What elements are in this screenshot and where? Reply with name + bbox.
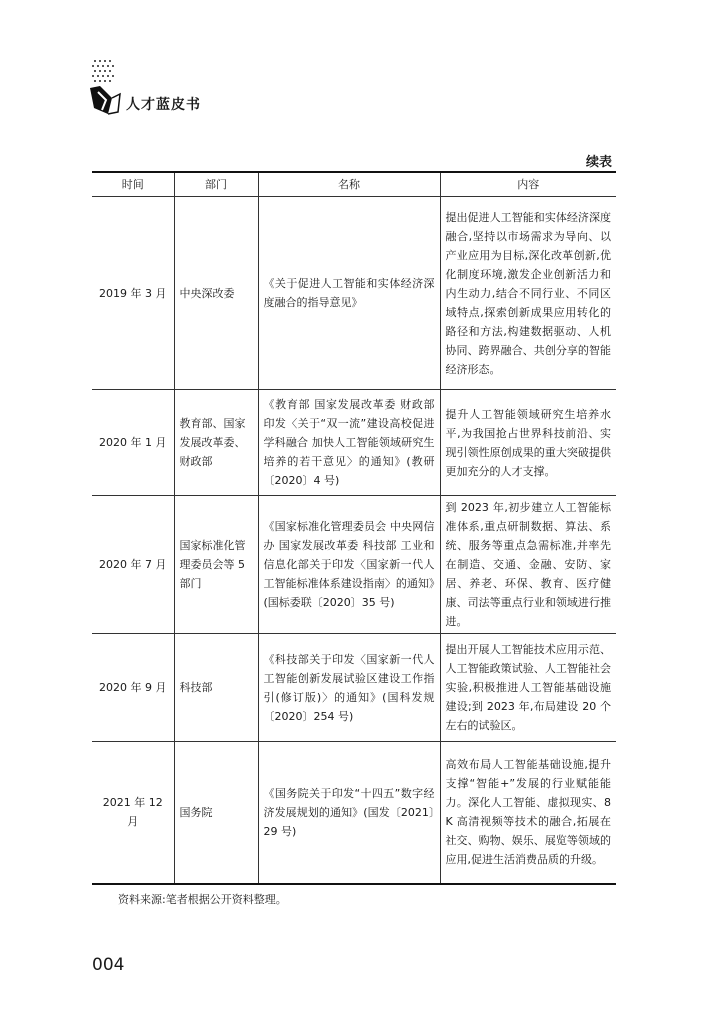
table-row: [92, 390, 616, 496]
table-row: [92, 197, 616, 390]
row-department: 国家标准化管理委员会等 5 部门: [174, 496, 258, 634]
table-row: [92, 742, 616, 884]
row-time: 2021 年 12 月: [92, 742, 174, 884]
table-source-note: 资料来源:笔者根据公开资料整理。: [118, 893, 287, 906]
row-content: 提升人工智能领域研究生培养水平,为我国抢占世界科技前沿、实现引领性原创成果的重大突破提供更加充分的人才支撑。: [440, 390, 616, 496]
column-header-department: 部门: [174, 172, 258, 197]
page-number: 004: [92, 955, 125, 975]
row-name: 《关于促进人工智能和实体经济深度融合的指导意见》: [258, 197, 440, 390]
column-header-name: 名称: [258, 172, 440, 197]
row-time: 2020 年 7 月: [92, 496, 174, 634]
table-row: [92, 634, 616, 742]
row-department: 国务院: [174, 742, 258, 884]
row-content: 高效布局人工智能基础设施,提升支撑“智能+”发展的行业赋能能力。深化人工智能、虚拟现实、8K 高清视频等技术的融合,拓展在社交、购物、娱乐、展览等领域的应用,促进生活消费品质的升级。: [440, 742, 616, 884]
row-time: 2019 年 3 月: [92, 197, 174, 390]
row-content: 到 2023 年,初步建立人工智能标准体系,重点研制数据、算法、系统、服务等重点急需标准,并率先在制造、交通、金融、安防、家居、养老、环保、教育、医疗健康、司法等重点行业和领域进行推进。: [440, 496, 616, 634]
row-department: 中央深改委: [174, 197, 258, 390]
row-name: 《教育部 国家发展改革委 财政部印发〈关于“双一流”建设高校促进学科融合 加快人工智能领域研究生培养的若干意见〉的通知》(教研〔2020〕4 号): [258, 390, 440, 496]
row-department: 科技部: [174, 634, 258, 742]
column-header-content: 内容: [440, 172, 616, 197]
row-department: 教育部、国家发展改革委、财政部: [174, 390, 258, 496]
row-name: 《科技部关于印发〈国家新一代人工智能创新发展试验区建设工作指引(修订版)〉的通知》(国科发规〔2020〕254 号): [258, 634, 440, 742]
policy-table: [92, 171, 616, 885]
row-time: 2020 年 9 月: [92, 634, 174, 742]
series-logo-icon: [88, 84, 122, 116]
row-time: 2020 年 1 月: [92, 390, 174, 496]
series-logo-dots: [92, 60, 114, 82]
table-header-row: [92, 172, 616, 197]
row-name: 《国务院关于印发“十四五”数字经济发展规划的通知》(国发〔2021〕29 号): [258, 742, 440, 884]
row-content: 提出开展人工智能技术应用示范、人工智能政策试验、人工智能社会实验,积极推进人工智能基础设施建设;到 2023 年,布局建设 20 个左右的试验区。: [440, 634, 616, 742]
series-name: 人才蓝皮书: [126, 97, 201, 113]
row-content: 提出促进人工智能和实体经济深度融合,坚持以市场需求为导向、以产业应用为目标,深化改革创新,优化制度环境,激发企业创新活力和内生动力,结合不同行业、不同区域特点,探索创新成果应用转化的路径和方法,构建数据驱动、人机协同、跨界融合、共创分享的智能经济形态。: [440, 197, 616, 390]
row-name: 《国家标准化管理委员会 中央网信办 国家发展改革委 科技部 工业和信息化部关于印发〈国家新一代人工智能标准体系建设指南〉的通知》(国标委联〔2020〕35 号): [258, 496, 440, 634]
column-header-time: 时间: [92, 172, 174, 197]
table-row: [92, 496, 616, 634]
table-continued-label: 续表: [585, 155, 612, 170]
